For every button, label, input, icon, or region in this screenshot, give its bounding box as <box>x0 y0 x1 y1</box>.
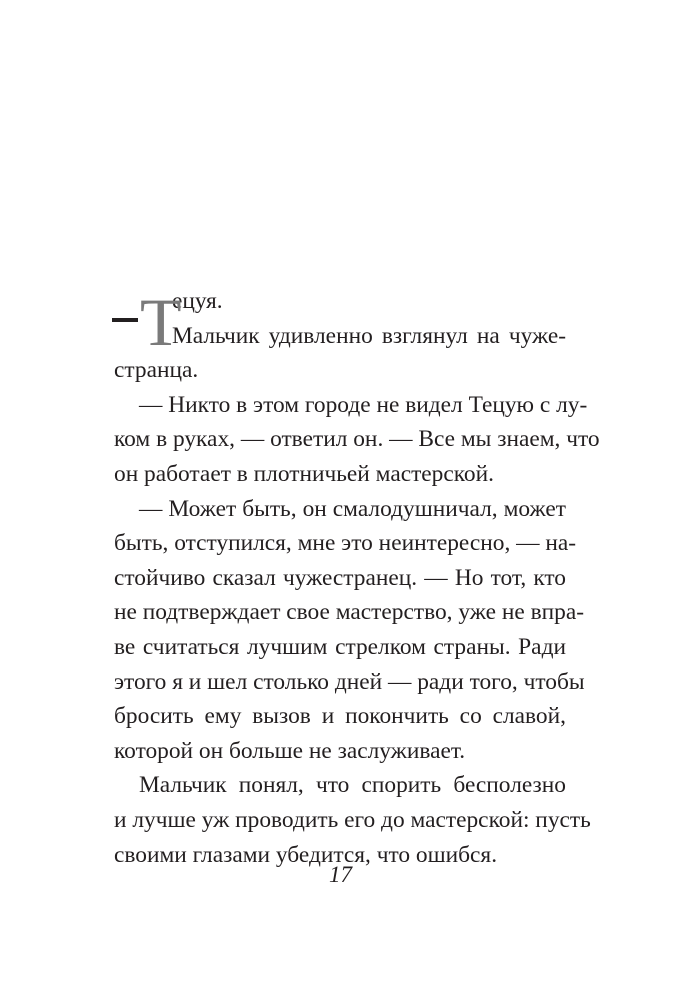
text-line: своими глазами убедится, что ошибся. <box>114 841 498 868</box>
text-line: — Может быть, он смалодушничал, может <box>139 495 566 522</box>
text-line: Мальчик понял, что спорить бесполезно <box>139 772 566 799</box>
page-number: 17 <box>329 862 352 887</box>
drop-cap-dash <box>112 318 138 322</box>
text-line: ецуя. <box>172 288 223 314</box>
text-line: и лучше уж проводить его до мастерской: пусть <box>114 806 591 833</box>
text-line: — Никто в этом городе не видел Тецую с лу- <box>139 391 588 418</box>
text-line: Мальчик удивленно взглянул на чуже- <box>172 322 566 349</box>
drop-cap <box>112 284 182 360</box>
text-line: он работает в плотничьей мастерской. <box>114 460 494 487</box>
text-line: стойчиво сказал чужестранец. — Но тот, кто <box>114 564 566 591</box>
text-line: не подтверждает свое мастерство, уже не впра- <box>114 599 584 626</box>
text-line: бросить ему вызов и покончить со славой, <box>114 703 566 730</box>
text-line: быть, отступился, мне это неинтересно, — на- <box>114 530 577 557</box>
text-line: этого я и шел столько дней — ради того, чтобы <box>114 668 585 695</box>
text-line: ве считаться лучшим стрелком страны. Ради <box>114 633 566 660</box>
text-line: которой он больше не заслуживает. <box>114 737 466 764</box>
drop-cap-letter: Т <box>140 284 182 360</box>
body-text <box>114 284 600 872</box>
text-line: странца. <box>114 357 199 384</box>
text-line: ком в руках, — ответил он. — Все мы знаем, что <box>114 426 600 453</box>
